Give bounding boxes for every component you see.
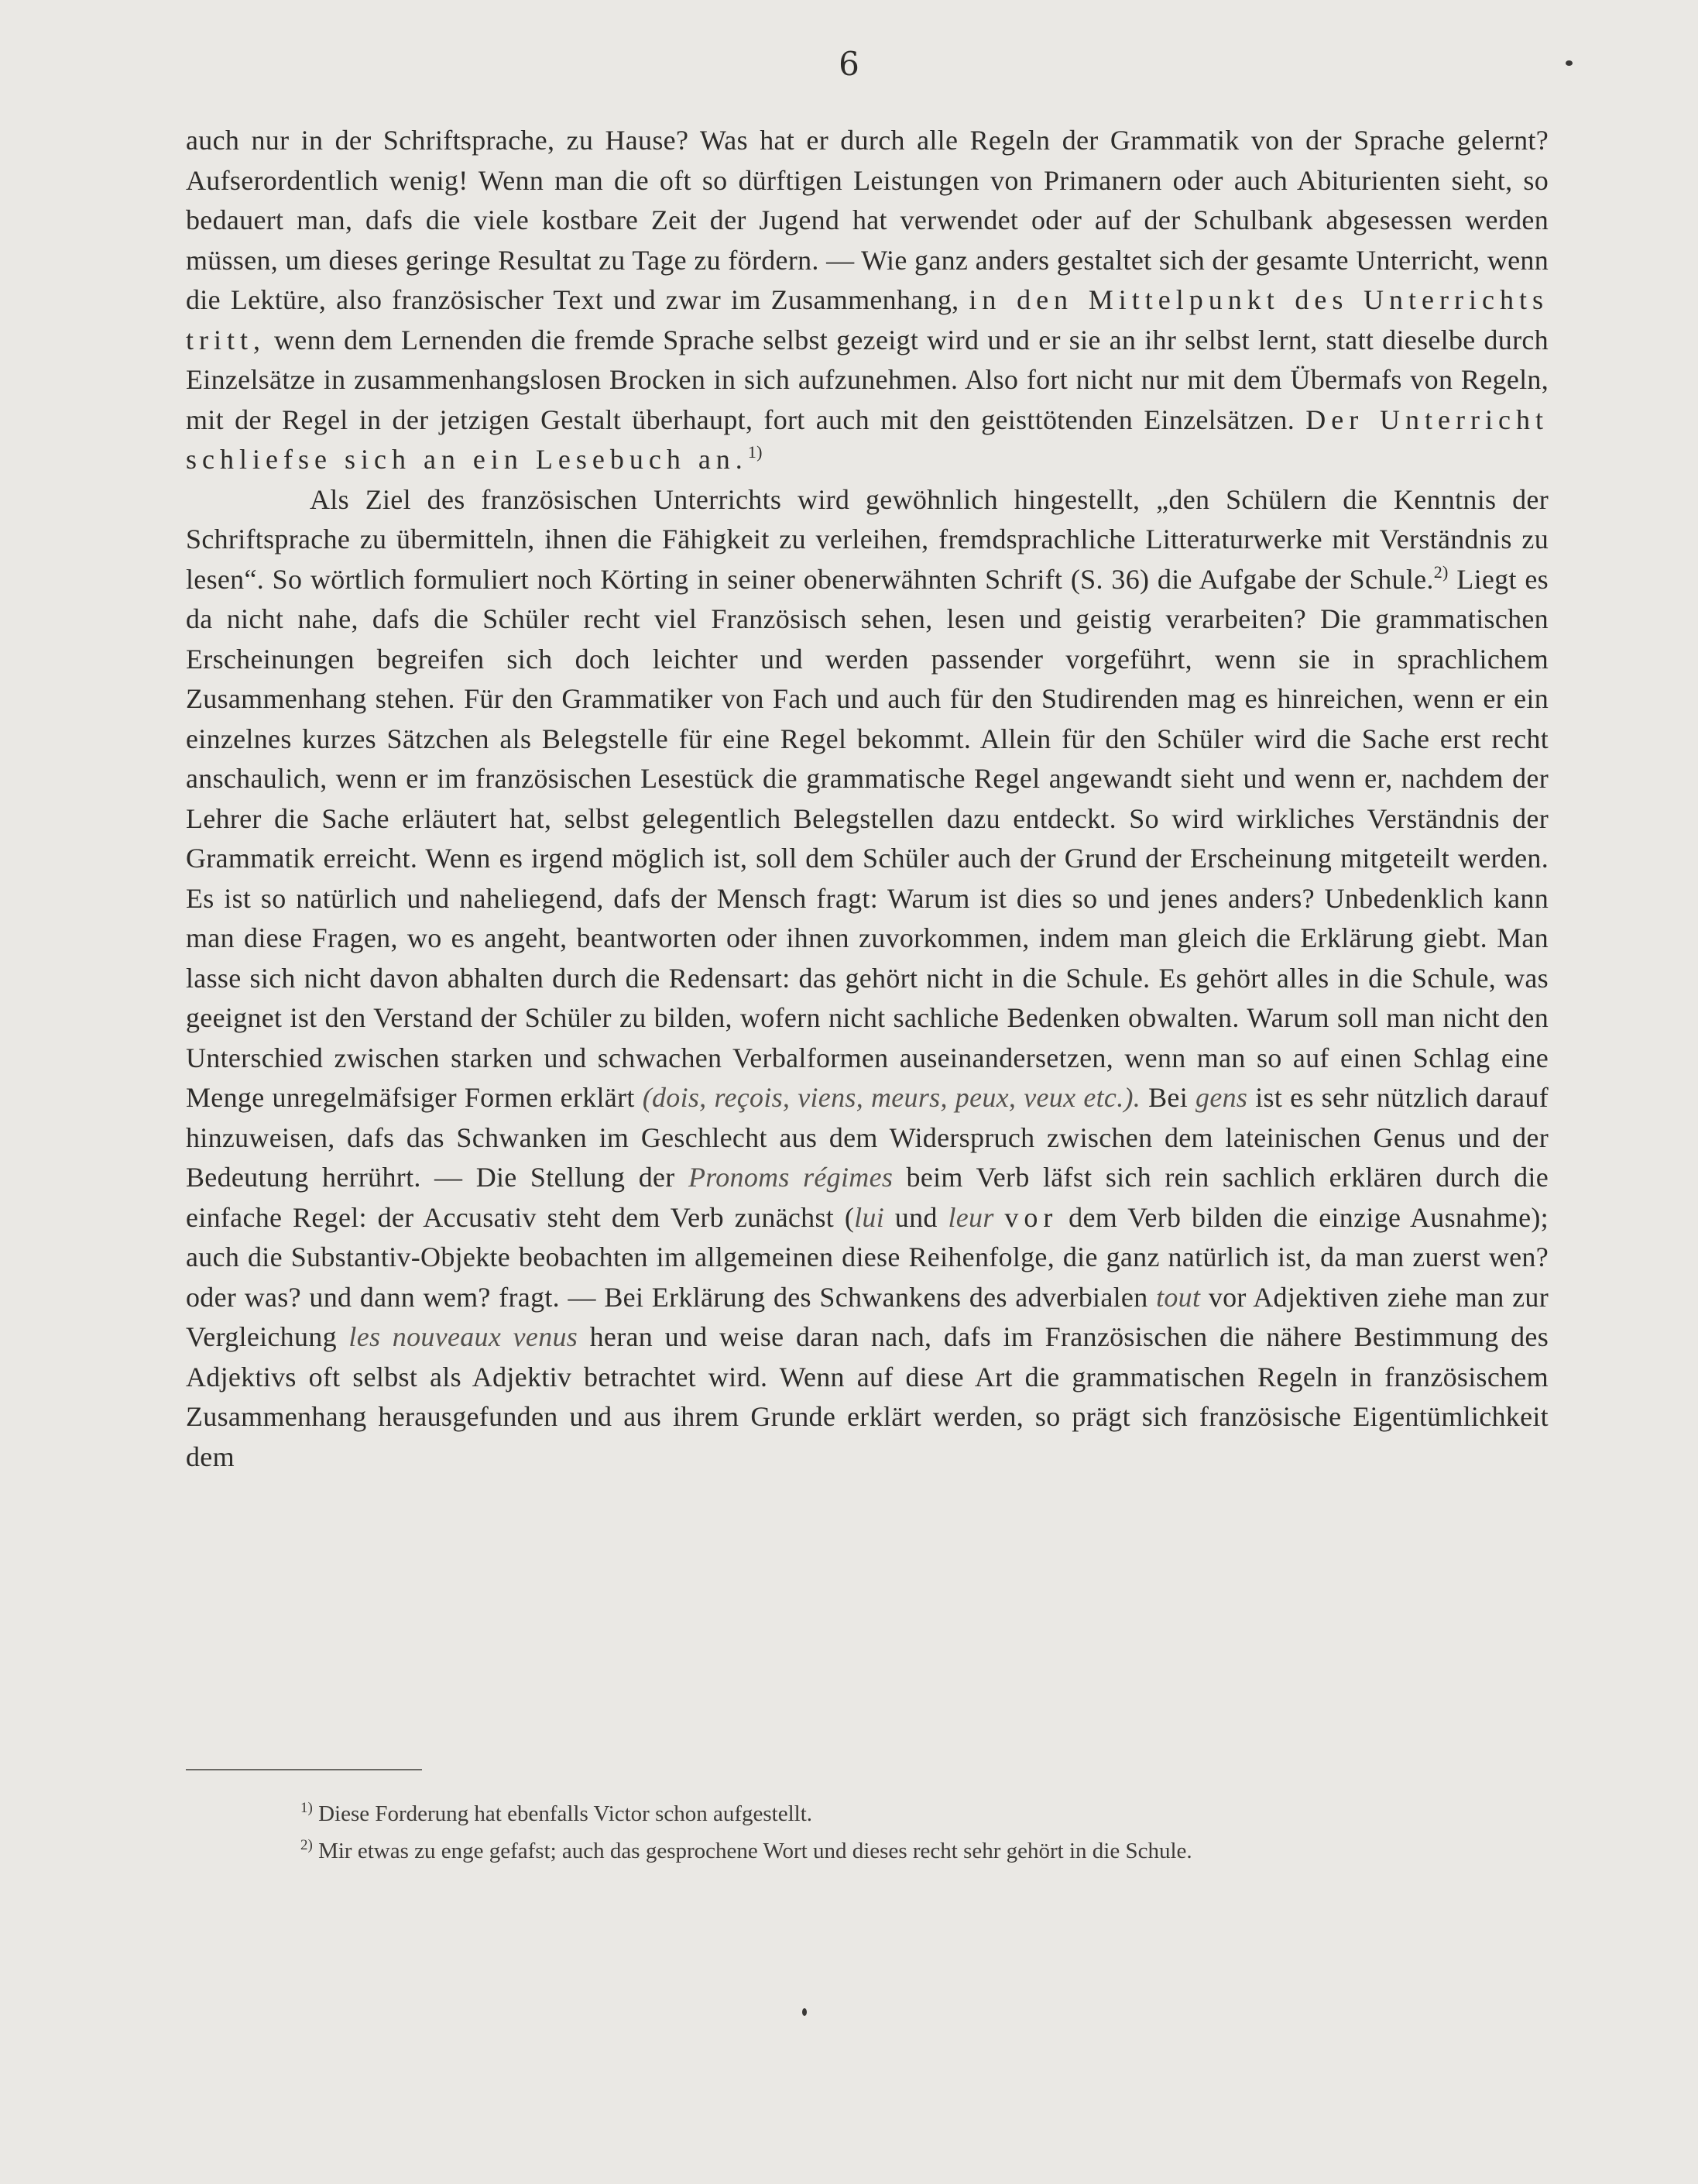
ink-speck	[802, 2008, 807, 2016]
footnote-reference: 1)	[747, 442, 763, 462]
italic-text: leur	[948, 1201, 994, 1233]
text-run: Bei	[1148, 1082, 1189, 1113]
text-run: wenn dem Lernenden die fremde Sprache selbst gezeigt wird und er sie an ihr selbst lernt, statt dieselbe durch Einzelsätze in zusammenhangslosen Brocken in sich aufzunehmen. Also fort nicht nur mit dem Übermafs von Regeln, mit der Regel in der jetzigen Gestalt überhaupt, fort auch mit den geisttötenden Einzelsätzen.	[186, 324, 1549, 435]
text-run: heran und weise daran nach, dafs im Französischen die nähere Bestimmung des Adjektivs oft selbst als Adjektiv betrachtet wird. Wenn auf diese Art die grammatischen Regeln in französischem Zusammenhang herausgefunden und aus ihrem Grunde erklärt werden, so prägt sich französische Eigentümlichkeit dem	[186, 1321, 1549, 1472]
italic-text: lui	[854, 1201, 885, 1233]
text-run: und	[894, 1201, 938, 1233]
text-run: vor Adjektiven ziehe man zur Vergleichung	[186, 1281, 1549, 1352]
paragraph	[186, 480, 1549, 1478]
text-run: beim Verb läfst sich rein sachlich erklären durch die einfache Regel: der Accusativ steht dem Verb zunächst (	[186, 1162, 1549, 1233]
footnote	[300, 1832, 1549, 1870]
spaced-emphasis: in den Mittelpunkt des Unterrichts tritt,	[186, 284, 1549, 355]
italic-text: les nouveaux venus	[348, 1321, 578, 1352]
italic-text: gens	[1195, 1082, 1248, 1113]
paragraph	[186, 121, 1549, 480]
text-run: Liegt es da nicht nahe, dafs die Schüler recht viel Französisch sehen, lesen und geistig verarbeiten? Die grammatischen Erscheinungen begreifen sich doch leichter und werden passender vorgeführt, wenn sie in sprachlichem Zusammenhang stehen. Für den Grammatiker von Fach und auch für den Studirenden mag es hinreichen, wenn er ein einzelnes kurzes Sätzchen als Belegstelle für eine Regel bekommt. Allein für den Schüler wird die Sache erst recht anschaulich, wenn er im französischen Lesestück die grammatische Regel angewandt sieht und wenn er, nachdem der Lehrer die Sache erläutert hat, selbst gelegentlich Belegstellen dazu entdeckt. So wird wirkliches Verständnis der Grammatik erreicht. Wenn es irgend möglich ist, soll dem Schüler auch der Grund der Erscheinung mitgeteilt werden. Es ist so natürlich und naheliegend, dafs der Mensch fragt: Warum ist dies so und jenes anders? Unbedenklich kann man diese Fragen, wo es angeht, beantworten oder ihnen zuvorkommen, indem man gleich die Erklärung giebt. Man lasse sich nicht davon abhalten durch die Redensart: das gehört nicht in die Schule. Es gehört alles in die Schule, was geeignet ist den Verstand der Schüler zu bilden, wofern nicht sachliche Bedenken obwalten. Warum soll man nicht den Unterschied zwischen starken und schwachen Verbalformen auseinandersetzen, wenn man so auf einen Schlag eine Menge unregelmäfsiger Formen erklärt	[186, 563, 1549, 1113]
italic-text: Pronoms régimes	[688, 1162, 894, 1193]
page-number: 6	[839, 45, 859, 83]
footnotes	[300, 1795, 1549, 1870]
italic-text: (dois, reçois, viens, meurs, peux, veux etc.).	[642, 1082, 1141, 1113]
footnote	[300, 1795, 1549, 1832]
spaced-emphasis: vor	[1004, 1201, 1058, 1233]
text-run: auch nur in der Schriftsprache, zu Hause? Was hat er durch alle Regeln der Grammatik von der Sprache gelernt? Aufserordentlich wenig! Wenn man die oft so dürftigen Leistungen von Primanern oder auch Abiturienten sieht, so bedauert man, dafs die viele kostbare Zeit der Jugend hat verwendet oder auf der Schulbank abgesessen werden müssen, um dieses geringe Resultat zu Tage zu fördern. — Wie ganz anders gestaltet sich der gesamte Unterricht, wenn die Lektüre, also französischer Text und zwar im Zusammenhang,	[186, 125, 1549, 315]
footnote-marker: 1)	[300, 1800, 313, 1816]
text-run: ist es sehr nützlich darauf hinzuweisen, dafs das Schwanken im Geschlecht aus dem Widerspruch zwischen dem lateinischen Genus und der Bedeutung herrührt. — Die Stellung der	[186, 1082, 1549, 1193]
spaced-emphasis: Der Unterricht schliefse sich an ein Lesebuch an.	[186, 403, 1549, 475]
text-run: dem Verb bilden die einzige Ausnahme); auch die Substantiv-Objekte beobachten im allgemeinen diese Reihenfolge, die ganz natürlich ist, da man zuerst wen? oder was? und dann wem? fragt. — Bei Erklärung des Schwankens des adverbialen	[186, 1201, 1549, 1313]
footnote-divider	[186, 1769, 422, 1770]
footnote-marker: 2)	[300, 1837, 313, 1853]
ink-speck	[1566, 60, 1573, 66]
italic-text: tout	[1156, 1281, 1201, 1313]
footnote-text: Mir etwas zu enge gefafst; auch das gesprochene Wort und dieses recht sehr gehört in die Schule.	[318, 1839, 1192, 1863]
footnote-reference: 2)	[1433, 561, 1449, 582]
text-run: Als Ziel des französischen Unterrichts wird gewöhnlich hingestellt, „den Schülern die Kenntnis der Schriftsprache zu übermitteln, ihnen die Fähigkeit zu verleihen, fremdsprachliche Litteraturwerke mit Verständnis zu lesen“. So wörtlich formuliert noch Körting in seiner obenerwähnten Schrift (S. 36) die Aufgabe der Schule.	[186, 483, 1549, 595]
body-text	[186, 121, 1549, 1477]
footnote-text: Diese Forderung hat ebenfalls Victor schon aufgestellt.	[318, 1801, 813, 1826]
